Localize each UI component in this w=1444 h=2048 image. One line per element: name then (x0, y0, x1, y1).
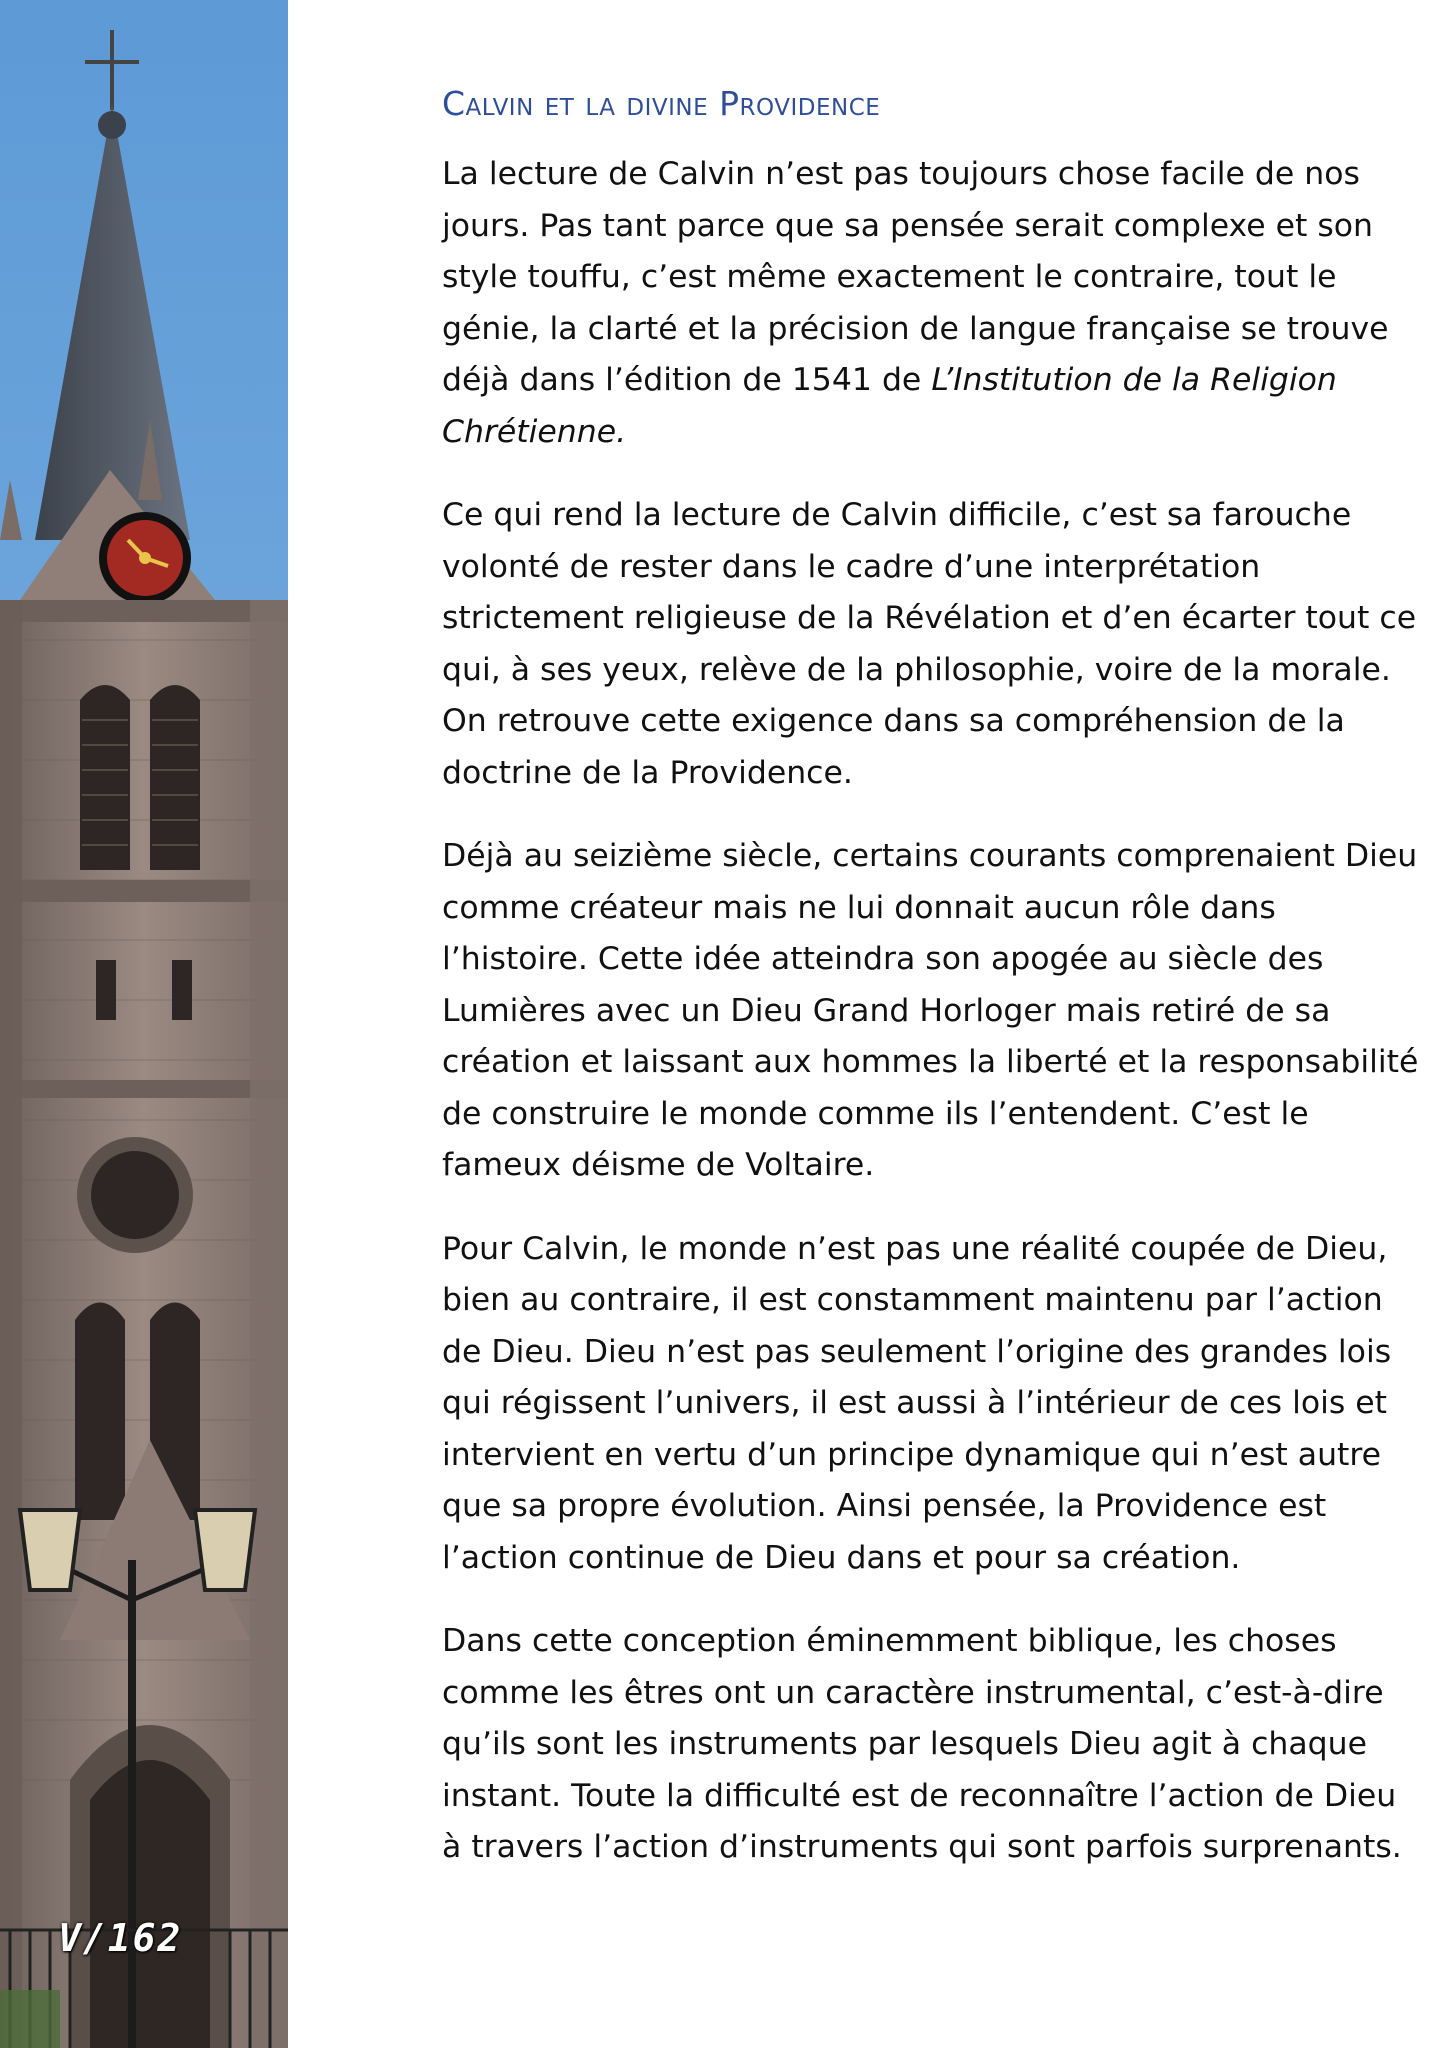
paragraph-text: La lecture de Calvin n’est pas toujours chose facile de nos jours. Pas tant parce que sa pensée serait complexe et son style touffu, c’est même exactement le contraire, tout le génie, la clarté et la précision de langue française se trouve déjà dans l’édition de 1541 de (442, 156, 1389, 398)
article-title: Calvin et la divine Providence (442, 84, 881, 123)
church-tower-photo (0, 0, 288, 2048)
page-code: V/162 (58, 1916, 183, 1960)
paragraph-4: Pour Calvin, le monde n’est pas une réalité coupée de Dieu, bien au contraire, il est constamment maintenu par l’action de Dieu. Dieu n’est pas seulement l’origine des grandes lois qui régissent l’univers, il est aussi à l’intérieur de ces lois et intervient en vertu d’un principe dynamique qui n’est autre que sa propre évolution. Ainsi pensée, la Providence est l’action continue de Dieu dans et pour sa création. (442, 1230, 1392, 1576)
article-content (442, 84, 1422, 1906)
book-title: L’Institution de la Religion Chrétienne. (442, 362, 1337, 450)
paragraph-5: Dans cette conception éminemment biblique, les choses comme les êtres ont un caractère instrumental, c’est-à-dire qu’ils sont les instruments par lesquels Dieu agit à chaque instant. Toute la difficulté est de reconnaître l’action de Dieu à travers l’action d’instruments qui sont parfois surprenants. (442, 1623, 1402, 1865)
paragraph-2: Ce qui rend la lecture de Calvin difficile, c’est sa farouche volonté de rester dans le cadre d’une interprétation strictement religieuse de la Révélation et d’en écarter tout ce qui, à ses yeux, relève de la philosophie, voire de la morale. On retrouve cette exigence dans sa compréhension de la doctrine de la Providence. (442, 497, 1417, 791)
paragraph-3: Déjà au seizième siècle, certains courants comprenaient Dieu comme créateur mais ne lui donnait aucun rôle dans l’histoire. Cette idée atteindra son apogée au siècle des Lumières avec un Dieu Grand Horloger mais retiré de sa création et laissant aux hommes la liberté et la responsabilité de construire le monde comme ils l’entendent. C’est le fameux déisme de Voltaire. (442, 838, 1419, 1183)
paragraph-1 (442, 149, 1422, 458)
